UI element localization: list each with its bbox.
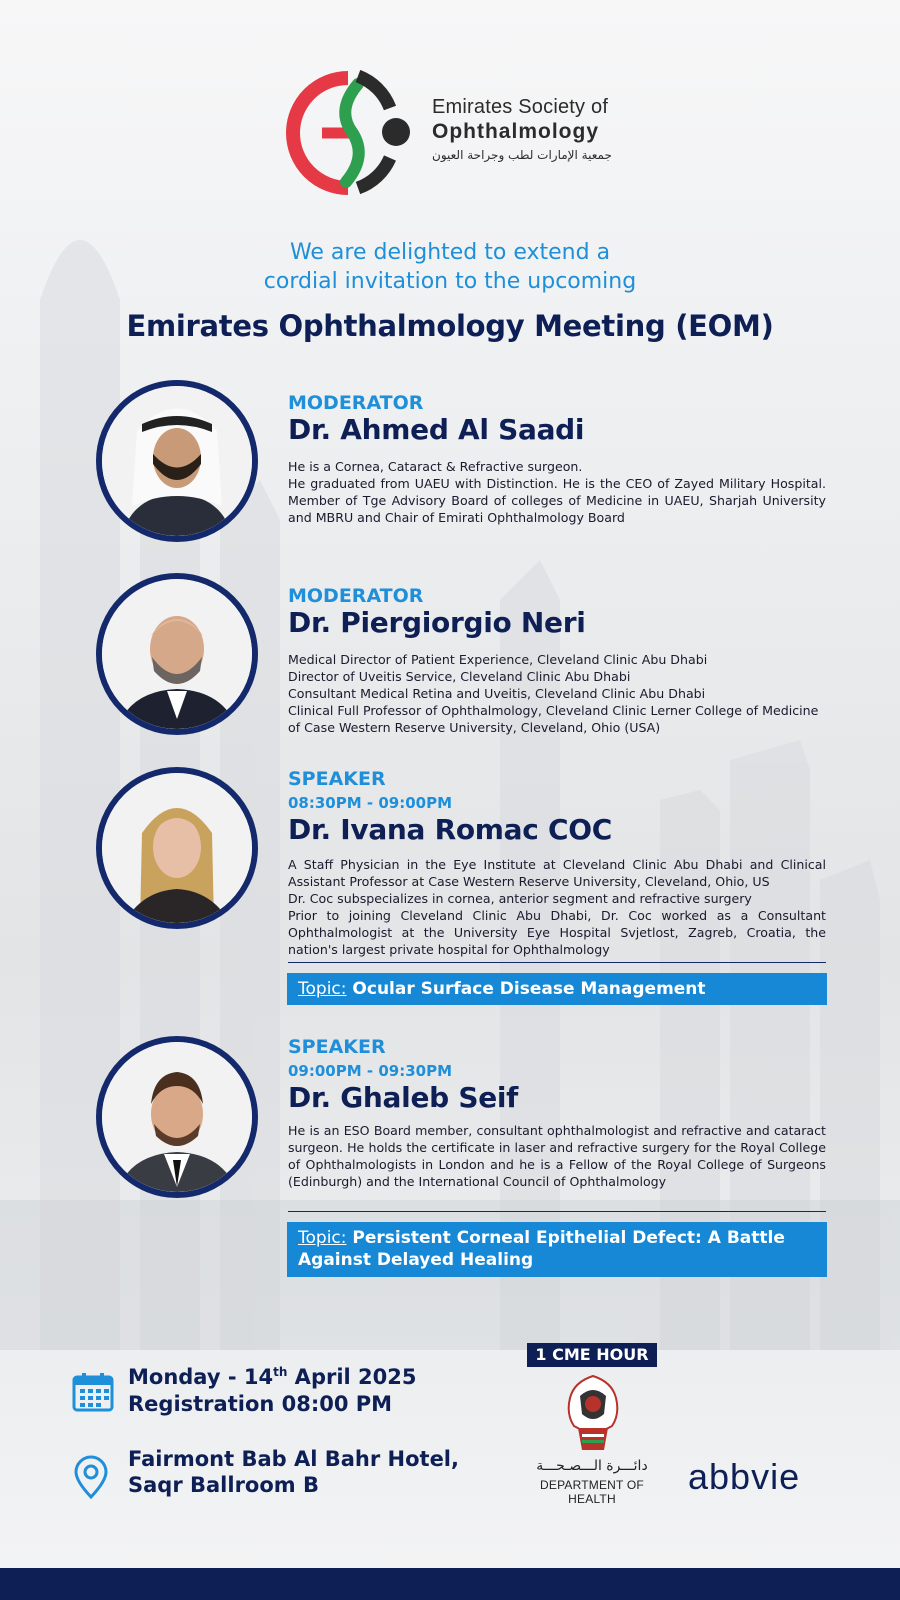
bio-line: He is a Cornea, Cataract & Refractive surgeon.: [288, 459, 583, 474]
eso-logo: [286, 70, 626, 195]
bio-line: Consultant Medical Retina and Uveitis, Cleveland Clinic Abu Dhabi: [288, 686, 706, 701]
photo-ahmed-al-saadi: [96, 380, 258, 542]
role-label-3: SPEAKER: [288, 768, 386, 790]
bio-line: A Staff Physician in the Eye Institute at Cleveland Clinic Abu Dhabi and Clinical Assistant Professor at Case Western Reserve University, Cleveland, Ohio, US: [288, 857, 826, 889]
person-avatar-icon: [102, 386, 252, 536]
bio-ghaleb-seif: [288, 1122, 826, 1190]
cme-badge: 1 CME HOUR: [527, 1343, 657, 1367]
time-slot-3: 08:30PM - 09:00PM: [288, 794, 453, 812]
photo-ghaleb-seif: [96, 1036, 258, 1198]
bio-line: Prior to joining Cleveland Clinic Abu Dhabi, Dr. Coc worked as a Consultant Ophthalmologist at the University Eye Hospital Svjetlost, Zagreb, Croatia, the nation's largest private hospital for Ophthalmology: [288, 908, 826, 957]
logo-text-line1: Emirates Society of: [432, 96, 609, 118]
bio-piergiorgio-neri: [288, 651, 826, 736]
time-slot-4: 09:00PM - 09:30PM: [288, 1062, 453, 1080]
calendar-icon: [72, 1372, 114, 1412]
person-avatar-icon: [102, 1042, 252, 1192]
name-ahmed-al-saadi: Dr. Ahmed Al Saadi: [288, 413, 585, 446]
registration-time: Registration 08:00 PM: [128, 1392, 393, 1416]
venue-line1: Fairmont Bab Al Bahr Hotel,: [128, 1447, 459, 1471]
doh-arabic-text: دائـــرة الـــصـحـــة: [536, 1458, 648, 1474]
photo-piergiorgio-neri: [96, 573, 258, 735]
topic-banner-3: [287, 973, 827, 1005]
topic-label: Topic:: [298, 1228, 347, 1248]
falcon-emblem-icon: [560, 1374, 626, 1456]
bio-line: Medical Director of Patient Experience, Cleveland Clinic Abu Dhabi: [288, 652, 708, 667]
divider: [288, 962, 826, 963]
logo-text-line2: Ophthalmology: [432, 120, 599, 143]
location-pin-icon: [72, 1455, 110, 1499]
bio-ahmed-al-saadi: [288, 458, 826, 526]
intro-line2: cordial invitation to the upcoming: [263, 269, 637, 294]
person-avatar-icon: [102, 579, 252, 729]
topic-text: Ocular Surface Disease Management: [352, 979, 706, 999]
bio-line: Director of Uveitis Service, Cleveland Clinic Abu Dhabi: [288, 669, 631, 684]
topic-label: Topic:: [298, 979, 347, 999]
role-label-1: MODERATOR: [288, 392, 424, 414]
venue-line2: Saqr Ballroom B: [128, 1473, 319, 1497]
role-label-2: MODERATOR: [288, 585, 424, 607]
bio-line: Clinical Full Professor of Ophthalmology, Cleveland Clinic Lerner College of Medicine of Case Western Reserve University, Cleveland, Ohio (USA): [288, 703, 819, 735]
abbvie-logo: abbvie: [688, 1456, 801, 1497]
bio-line: He graduated from UAEU with Distinction. He is the CEO of Zayed Military Hospital. Member of Tge Advisory Board of colleges of Medicine in UAEU, Sharjah University and MBRU and Chair of Emirati Ophthalmology Board: [288, 476, 826, 525]
event-title: Emirates Ophthalmology Meeting (EOM): [126, 309, 774, 343]
bio-line: He is an ESO Board member, consultant ophthalmologist and refractive and cataract surgeon. He holds the certificate in laser and refractive surgery for the Royal College of Ophthalmologists in London and he is a Fellow of the Royal College of Surgeons (Edinburgh) and the International Council of Ophthalmology: [288, 1123, 826, 1189]
divider: [288, 1211, 826, 1212]
topic-text: Persistent Corneal Epithelial Defect: A Battle: [352, 1228, 785, 1248]
name-piergiorgio-neri: Dr. Piergiorgio Neri: [288, 606, 586, 639]
doh-english-text: DEPARTMENT OF HEALTH: [540, 1478, 644, 1506]
footer-bar: [0, 1568, 900, 1600]
role-label-4: SPEAKER: [288, 1036, 386, 1058]
photo-ivana-romac-coc: [96, 767, 258, 929]
bio-line: Dr. Coc subspecializes in cornea, anterior segment and refractive surgery: [288, 891, 752, 906]
intro-line1: We are delighted to extend a: [289, 240, 611, 265]
bio-ivana-romac-coc: [288, 856, 826, 958]
topic-text-line2: Against Delayed Healing: [298, 1250, 534, 1270]
event-date: Monday - 14th April 2025: [128, 1365, 417, 1389]
name-ivana-romac-coc: Dr. Ivana Romac COC: [288, 813, 612, 846]
eso-logo-mark: [286, 70, 416, 195]
topic-banner-4: [287, 1222, 827, 1277]
person-avatar-icon: [102, 773, 252, 923]
name-ghaleb-seif: Dr. Ghaleb Seif: [288, 1081, 519, 1114]
logo-text-arabic: جمعية الإمارات لطب وجراحة العيون: [432, 148, 612, 162]
